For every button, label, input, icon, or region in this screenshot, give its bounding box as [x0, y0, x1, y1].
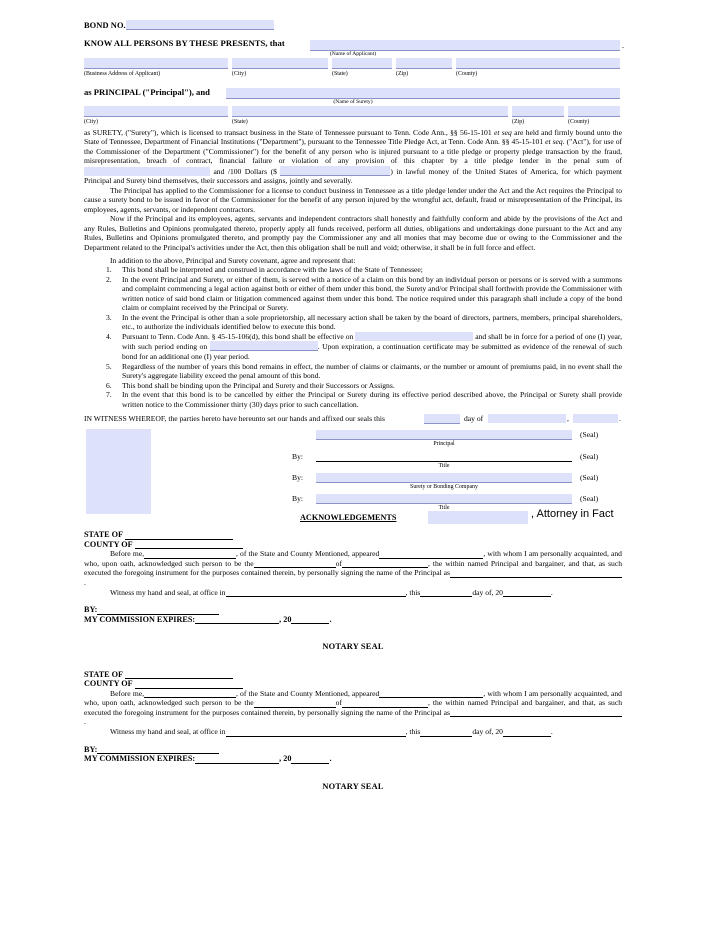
bond-ending-date-input[interactable]: [210, 341, 318, 351]
notary-name-input-1[interactable]: [144, 551, 236, 559]
witness-year-input[interactable]: [573, 414, 618, 423]
notary-end-period-1: .: [550, 587, 553, 597]
before-me-label-2: Before me,: [110, 688, 144, 698]
seal-label-1: (Seal): [580, 430, 599, 440]
notary-name-input-2[interactable]: [144, 690, 236, 698]
of-state-county-1: , of the State and County Mentioned, appeared: [236, 549, 380, 559]
covenant-text-4-prefix: Pursuant to Tenn. Code Ann. § 45-15-106(d), this bond shall be effective on: [122, 331, 354, 341]
covenant-number-6: 6.: [106, 380, 112, 390]
county-of-row-1: [84, 540, 622, 550]
this-word-2: , this: [405, 727, 421, 737]
caption-county: (County): [456, 70, 478, 77]
principal-name-input-1[interactable]: [450, 570, 622, 578]
covenant-text-5: Regardless of the number of years this bond remains in effect, the number of claims or claimants, or the number or amount of premiums paid, in no event shall the Surety's aggregate liability exceed the penal amount of this bond.: [122, 361, 622, 381]
principal-label: as PRINCIPAL ("Principal"), and: [84, 86, 210, 97]
signature-by-label-4: By:: [292, 494, 303, 504]
state-of-row-2: [84, 670, 622, 680]
name-of-applicant-caption: (Name of Applicant): [329, 50, 377, 57]
signature-zone: [84, 426, 622, 526]
covenant-text-7: In the event that this bond is to be cancelled by either the Principal or Surety during its effective period described above, the Principal or Surety shall provide written notice to the Commissioner thirty (30) days prior to such cancellation.: [122, 390, 622, 409]
signature-input-title-2[interactable]: [316, 494, 572, 504]
know-all-row: [84, 39, 622, 51]
covenant-text-6: This bond shall be binding upon the Principal and Surety and their Successors or Assigns.: [122, 380, 395, 390]
name-of-applicant-caption-row: [84, 51, 622, 58]
witness-row: [84, 413, 622, 426]
notary-signature-input-2[interactable]: [97, 745, 219, 754]
commission-row-1: [84, 615, 622, 625]
commission-row-2: [84, 754, 622, 764]
the-within-1: , the within named Principal and bargainer, and that, as such executed the foregoing instrument for the purposes contained therein, by personally signing the name of the Principal as: [84, 558, 622, 578]
applicant-zip-input[interactable]: [396, 58, 452, 69]
notary-by-label-2: BY:: [84, 744, 98, 754]
commission-label-2: MY COMMISSION EXPIRES:: [84, 754, 196, 764]
covenant-text-3: In the event the Principal is other than a sole proprietorship, all necessary action shall be taken by the board of directors, partners, members, principal shareholders, etc., to authorize the individuals identified below to execute this bond.: [122, 312, 622, 332]
commission-date-input-1[interactable]: [195, 616, 279, 624]
surety-zip-input[interactable]: [512, 106, 564, 117]
name-of-applicant-input[interactable]: [310, 40, 620, 51]
state-of-row-1: [84, 530, 622, 540]
surety-caption-county: (County): [568, 118, 590, 125]
name-of-surety-caption: (Name of Surety): [333, 98, 373, 105]
commission-period-1: .: [329, 614, 332, 624]
state-of-label-1: STATE OF: [84, 530, 124, 540]
commission-year-input-2[interactable]: [291, 754, 332, 764]
principal-name-input-2[interactable]: [450, 709, 622, 717]
caption-business-address: (Business Address of Applicant): [84, 70, 161, 77]
notary-year-input-2[interactable]: [503, 729, 551, 737]
know-all-label: KNOW ALL PERSONS BY THESE PRESENTS, that: [84, 37, 285, 48]
state-of-input-1[interactable]: [125, 531, 233, 540]
covenant-item-2: [84, 275, 622, 313]
attorney-in-fact-label: , Attorney in Fact: [531, 508, 614, 521]
notary-body-2: [84, 689, 622, 727]
covenant-number-3: 3.: [106, 312, 112, 322]
surety-state-input[interactable]: [232, 106, 508, 117]
surety-recital-part3: ("Act"), for use of the Commissioner of the Department ("Commissioner") for the benefit of any person who is injured pursuant to a title pledge or property pledge transaction by the fraud, misrepresentation, breach of contract, financial failure or violation of any provision of this chapter by a title pledge lender in the penal sum of: [84, 137, 623, 166]
attorney-in-fact-input[interactable]: [428, 511, 528, 524]
covenant-number-2: 2.: [106, 274, 112, 284]
signature-input-title-1[interactable]: [316, 452, 572, 462]
surety-address-strip: [84, 106, 622, 118]
bond-no-input[interactable]: [126, 20, 274, 30]
surety-recital-italic2: et seq.: [545, 137, 565, 147]
commission-label-1: MY COMMISSION EXPIRES:: [84, 614, 196, 624]
signature-by-label-2: By:: [292, 452, 303, 462]
name-of-surety-caption-row: [84, 99, 622, 106]
with-whom-1: , with whom I am personally acquainted, and who, upon oath, acknowledged such person to be the: [84, 549, 622, 568]
day-of-20-2: day of, 20: [472, 727, 503, 737]
commission-period-2: .: [329, 754, 332, 764]
seal-label-4: (Seal): [580, 494, 599, 504]
notary-period-1: .: [84, 578, 86, 587]
bond-effective-date-input[interactable]: [355, 332, 473, 341]
comma-20-2: , 20: [279, 754, 292, 764]
applicant-state-input[interactable]: [332, 58, 392, 69]
state-of-input-2[interactable]: [125, 670, 233, 679]
applicant-city-input[interactable]: [232, 58, 328, 69]
covenant-item-5: [84, 362, 622, 381]
surety-caption-zip: (Zip): [512, 118, 525, 125]
of-word-1: of: [335, 558, 342, 568]
state-of-label-2: STATE OF: [84, 669, 124, 679]
witness-day-of-label: day of: [464, 414, 484, 424]
person-title-input-2[interactable]: [254, 700, 336, 708]
witness-hand-row-2: [84, 727, 622, 737]
with-whom-2: , with whom I am personally acquainted, and who, upon oath, acknowledged such person to be the: [84, 688, 622, 708]
county-of-label-1: COUNTY OF: [84, 539, 133, 549]
appeared-name-input-2[interactable]: [379, 690, 483, 698]
seal-label-3: (Seal): [580, 473, 599, 483]
principal-applied-paragraph: The Principal has applied to the Commissioner for a license to conduct business in Tennessee as a title pledge lender under the Act and the Act requires the Principal to cause a surety bond to be issued in favor of the Commissioner for the benefit of any person injured by the wrongful act, default, fraud or misrepresentation of the Principal, its employees, agents, servants, or independent contractors.: [84, 185, 622, 214]
county-of-input-2[interactable]: [135, 680, 243, 689]
penal-sum-suffix: and /100 Dollars ($: [213, 166, 277, 176]
penal-sum-amount-input[interactable]: [280, 166, 390, 176]
applicant-address-input[interactable]: [84, 58, 228, 69]
signature-input-principal[interactable]: [316, 430, 572, 440]
form-sheet: [84, 20, 622, 791]
bond-no-label: BOND NO.: [84, 20, 126, 30]
office-in-input-2[interactable]: [226, 729, 406, 737]
bond-no-row: [84, 20, 622, 31]
covenant-text-4-mid: and shall be in force for a period of one (I) year, with such period ending on: [122, 331, 622, 352]
county-of-input-1[interactable]: [135, 540, 243, 549]
signature-input-surety[interactable]: [316, 473, 572, 483]
surety-caption-state: (State): [232, 118, 248, 125]
notary-seal-label-1: NOTARY SEAL: [322, 642, 384, 652]
of-state-county-2: , of the State and County Mentioned, appeared: [236, 688, 380, 698]
covenant-item-3: [84, 313, 622, 332]
witness-period: .: [619, 414, 621, 424]
surety-county-input[interactable]: [568, 106, 620, 117]
applicant-county-input[interactable]: [456, 58, 620, 69]
know-all-trailing-punct: .: [622, 40, 624, 50]
county-of-row-2: [84, 679, 622, 689]
surety-captions-row: [84, 118, 622, 128]
penal-sum-words-input[interactable]: [84, 167, 210, 176]
office-in-input-1[interactable]: [226, 589, 406, 597]
witness-day-input[interactable]: [424, 414, 460, 424]
covenant-list: [84, 265, 622, 409]
applicant-address-strip: [84, 58, 622, 70]
appeared-name-input-1[interactable]: [379, 551, 483, 559]
notary-day-input-2[interactable]: [420, 729, 472, 737]
covenant-text-1: This bond shall be interpreted and construed in accordance with the laws of the State of Tennessee;: [122, 265, 423, 275]
seal-label-2: (Seal): [580, 452, 599, 462]
covenant-item-1: [84, 265, 622, 275]
day-of-20-1: day of, 20: [472, 587, 503, 597]
notary-body-1: [84, 549, 622, 587]
notary-signature-input-1[interactable]: [97, 606, 219, 615]
this-word-1: , this: [405, 587, 421, 597]
of-word-2: of: [335, 698, 342, 708]
covenant-item-7: [84, 390, 622, 409]
signature-caption-title-2: Title: [438, 505, 450, 512]
notary-end-period-2: .: [550, 727, 553, 737]
caption-city: (City): [232, 70, 247, 77]
seal-placeholder-box[interactable]: [86, 429, 151, 514]
covenant-text-4-suffix: . Upon expiration, a continuation certificate may be submitted as evidence of the renewal of such bond for an additional one (I) year period.: [122, 342, 622, 361]
surety-recital-part1: as SURETY, ("Surety"), which is licensed to transact business in the State of Tennessee pursuant to Tenn. Code Ann., §§ 56-15-101: [84, 127, 492, 137]
signature-caption-title-1: Title: [438, 463, 450, 470]
applicant-captions-row: [84, 70, 622, 80]
covenant-number-5: 5.: [106, 361, 112, 371]
penal-sum-end: ) in lawful money of the United States of America, for which payment Principal and Surety bind themselves, their successors and assigns, jointly and severally.: [84, 166, 622, 186]
covenant-number-1: 1.: [106, 265, 112, 275]
notary-period-2: .: [84, 717, 86, 727]
witness-hand-row-1: [84, 588, 622, 598]
signature-caption-surety: Surety or Bonding Company: [410, 484, 478, 491]
covenant-text-2: In the event Principal and Surety, or either of them, is served with a notice of a claim on this bond by an individual person or persons or is served with a summons and complaint commencing a legal action against both or either of them under this bond, the Surety and/or Principal shall forthwith provide the Commissioner with written notice of said bond claim or litigation commenced against them under this bond. The notice required under this paragraph shall include a copy of the bond claim or complaint received by the Principal or Surety.: [122, 274, 622, 313]
caption-zip: (Zip): [396, 70, 409, 77]
signature-caption-principal: Principal: [433, 441, 455, 448]
witness-month-input[interactable]: [488, 414, 566, 423]
surety-caption-city: (City): [84, 118, 99, 125]
conditions-paragraph: Now if the Principal and its employees, agents, servants and independent contractors shall honestly and faithfully conform and abide by the provisions of the Act and any Rules, Bulletins and Opinions promulgated thereto, properly apply all funds received, perform all duties, obligations and undertakings done pursuant to the Act and any Rules, Bulletins and Opinions promulgated thereto, and promptly pay the Commissioner any and all monies that may become due or owing to the Commissioner and the Department related to the Principal's activities under the Act, then this obligation shall be null and void; otherwise, it shall be in full force and effect.: [84, 214, 622, 253]
covenant-item-4: [84, 332, 622, 362]
covenant-item-6: [84, 381, 622, 391]
notary-block-1: [84, 530, 622, 651]
notary-seal-label-2: NOTARY SEAL: [322, 781, 384, 791]
caption-state: (State): [332, 70, 348, 77]
notary-by-row-2: [84, 745, 622, 755]
company-name-input-1[interactable]: [342, 560, 428, 568]
comma-20-1: , 20: [279, 614, 292, 624]
notary-by-label-1: BY:: [84, 605, 98, 615]
covenant-number-7: 7.: [106, 390, 112, 400]
notary-day-input-1[interactable]: [420, 589, 472, 597]
covenant-intro: In addition to the above, Principal and Surety covenant, agree and represent that:: [110, 255, 356, 265]
surety-recital-paragraph: [84, 128, 622, 186]
surety-recital-italic1: et seq: [493, 127, 512, 137]
witness-hand-label-1: Witness my hand and seal, at office in: [110, 587, 226, 597]
before-me-label-1: Before me,: [110, 549, 144, 559]
commission-date-input-2[interactable]: [195, 756, 279, 764]
surety-city-input[interactable]: [84, 106, 228, 117]
commission-year-input-1[interactable]: [291, 614, 332, 624]
witness-hand-label-2: Witness my hand and seal, at office in: [110, 727, 226, 737]
acknowledgements-heading: ACKNOWLEDGEMENTS: [300, 513, 397, 523]
signature-by-label-3: By:: [292, 473, 303, 483]
county-of-label-2: COUNTY OF: [84, 679, 133, 689]
principal-row: [84, 86, 622, 99]
notary-block-2: [84, 670, 622, 791]
witness-text: IN WITNESS WHEREOF, the parties hereto have hereunto set our hands and affixed our seals this: [84, 414, 385, 424]
company-name-input-2[interactable]: [342, 700, 428, 708]
notary-year-input-1[interactable]: [503, 589, 551, 597]
the-within-2: , the within named Principal and bargainer, and that, as such executed the foregoing instrument for the purposes contained therein, by personally signing the name of the Principal as: [84, 698, 622, 717]
name-of-surety-input[interactable]: [226, 88, 620, 99]
witness-comma: ,: [567, 414, 569, 424]
covenant-number-4: 4.: [106, 331, 112, 341]
person-title-input-1[interactable]: [254, 560, 336, 568]
notary-by-row-1: [84, 605, 622, 615]
surety-recital-part2: are held and firmly bound unto the State of Tennessee, Department of Financial Institutions ("Department"), pursuant to the Tennessee Title Pledge Act, at Tenn. Code Ann. §§ 45-15-101: [84, 127, 622, 147]
